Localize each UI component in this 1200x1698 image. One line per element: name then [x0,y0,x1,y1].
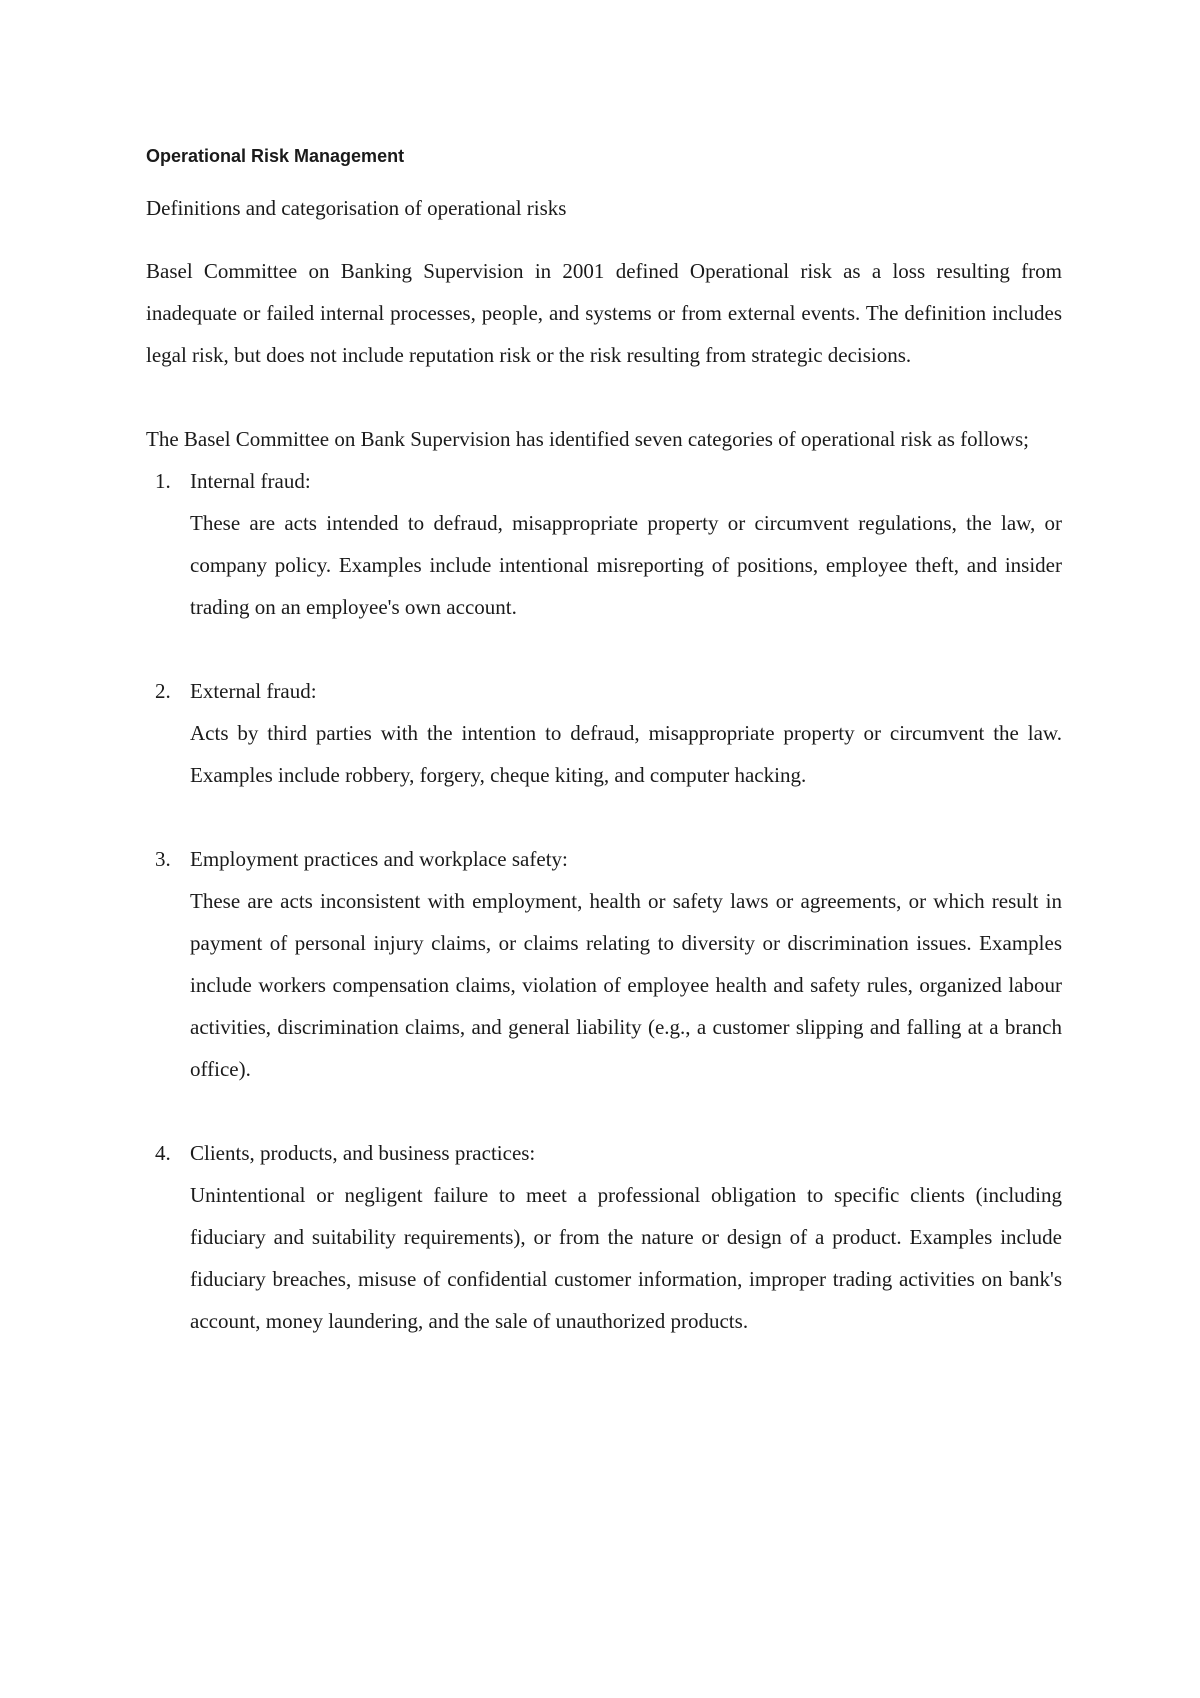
category-item-employment-practices [146,838,1062,1090]
category-number: 4. [155,1141,171,1165]
category-description: Acts by third parties with the intention to defraud, misappropriate property or circumvent the law. Examples include robbery, forgery, cheque kiting, and computer hacking. [190,721,1062,787]
category-item-internal-fraud [146,460,1062,628]
category-heading: Clients, products, and business practices: [190,1141,536,1165]
category-heading: External fraud: [190,679,317,703]
category-number: 1. [155,469,171,493]
category-heading: Employment practices and workplace safety: [190,847,568,871]
category-number: 3. [155,847,171,871]
category-description: Unintentional or negligent failure to meet a professional obligation to specific clients (including fiduciary and suitability requirements), or from the nature or design of a product. Examples include fiduciary breaches, misuse of confidential customer information, improper trading activities on bank's account, money laundering, and the sale of unauthorized products. [190,1183,1062,1333]
category-item-clients-products [146,1132,1062,1342]
category-description: These are acts inconsistent with employment, health or safety laws or agreements, or which result in payment of personal injury claims, or claims relating to diversity or discrimination issues. Examples include workers compensation claims, violation of employee health and safety rules, organized labour activities, discrimination claims, and general liability (e.g., a customer slipping and falling at a branch office). [190,889,1062,1081]
category-number: 2. [155,679,171,703]
section-subtitle: Definitions and categorisation of operational risks [146,196,567,220]
document-content [146,143,1062,1342]
categories-intro-paragraph: The Basel Committee on Bank Supervision has identified seven categories of operational risk as follows; [146,427,1029,451]
category-heading: Internal fraud: [190,469,311,493]
category-item-external-fraud [146,670,1062,796]
intro-paragraph: Basel Committee on Banking Supervision in 2001 defined Operational risk as a loss resulting from inadequate or failed internal processes, people, and systems or from external events. The definition includes legal risk, but does not include reputation risk or the risk resulting from strategic decisions. [146,259,1062,367]
category-list [146,460,1062,1342]
document-title: Operational Risk Management [146,146,405,166]
category-description: These are acts intended to defraud, misappropriate property or circumvent regulations, the law, or company policy. Examples include intentional misreporting of positions, employee theft, and insider trading on an employee's own account. [190,511,1062,619]
